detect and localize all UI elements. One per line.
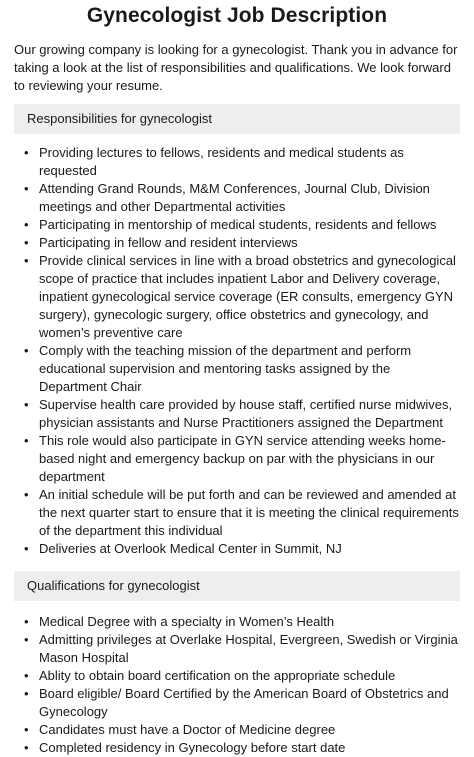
qualifications-list (14, 613, 460, 757)
list-item: • Medical Degree with a specialty in Women’s Health (14, 613, 460, 631)
list-item: • Candidates must have a Doctor of Medicine degree (14, 721, 460, 739)
list-item: • Participating in mentorship of medical students, residents and fellows (14, 216, 460, 234)
list-item: • Providing lectures to fellows, residents and medical students as requested (14, 144, 460, 180)
list-item: • Comply with the teaching mission of the department and perform educational supervision and mentoring tasks assigned by the Department Chair (14, 342, 460, 396)
list-item: • Completed residency in Gynecology before start date (14, 739, 460, 757)
list-item: • Provide clinical services in line with a broad obstetrics and gynecological scope of practice that includes inpatient Labor and Delivery coverage, inpatient gynecological service coverage (ER consults, emergency GYN surgery), gynecologic surgery, office obstetrics and gynecology, and women’s preventive care (14, 252, 460, 342)
responsibilities-header: Responsibilities for gynecologist (14, 104, 460, 134)
responsibilities-list (14, 144, 460, 558)
list-item: • An initial schedule will be put forth and can be reviewed and amended at the next quarter start to ensure that it is meeting the clinical requirements of the department this individual (14, 486, 460, 540)
list-item: • Deliveries at Overlook Medical Center in Summit, NJ (14, 540, 460, 558)
list-item: • Participating in fellow and resident interviews (14, 234, 460, 252)
list-item: • Ablity to obtain board certification on the appropriate schedule (14, 667, 460, 685)
list-item: • Admitting privileges at Overlake Hospital, Evergreen, Swedish or Virginia Mason Hospital (14, 631, 460, 667)
qualifications-header: Qualifications for gynecologist (14, 571, 460, 601)
page-title: Gynecologist Job Description (86, 4, 388, 27)
list-item: • This role would also participate in GYN service attending weeks home-based night and emergency backup on par with the physicians in our department (14, 432, 460, 486)
list-item: • Board eligible/ Board Certified by the American Board of Obstetrics and Gynecology (14, 685, 460, 721)
list-item: • Supervise health care provided by house staff, certified nurse midwives, physician assistants and Nurse Practitioners assigned the Department (14, 396, 460, 432)
intro-paragraph: Our growing company is looking for a gynecologist. Thank you in advance for taking a look at the list of responsibilities and qualifications. We look forward to reviewing your resume. (14, 42, 458, 93)
list-item: • Attending Grand Rounds, M&M Conferences, Journal Club, Division meetings and other Departmental activities (14, 180, 460, 216)
